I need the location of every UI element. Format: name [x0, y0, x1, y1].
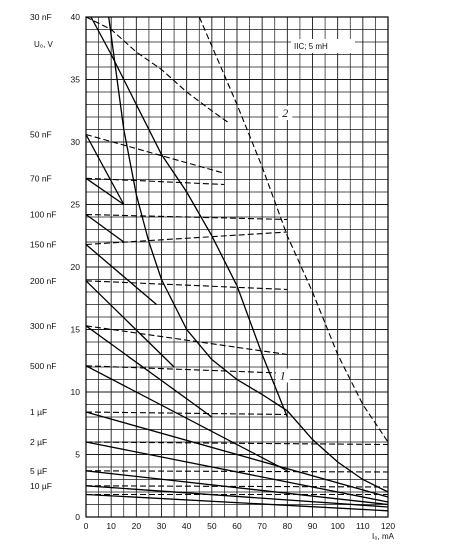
- y-tick-label: 30: [70, 137, 80, 147]
- x-tick-label: 120: [380, 521, 396, 531]
- capacitance-label: 5 µF: [30, 465, 48, 476]
- y-tick-label: 35: [70, 74, 80, 85]
- solid-series-line: [86, 135, 124, 205]
- annotation-text: IIC; 5 mH: [294, 42, 328, 51]
- x-tick-label: 90: [307, 521, 318, 531]
- capacitance-label: 50 nF: [30, 129, 52, 140]
- x-axis-title: I₀, mA: [372, 532, 394, 541]
- capacitance-label: 2 µF: [30, 437, 48, 447]
- x-tick-label: 80: [282, 521, 293, 531]
- y-tick-label: 25: [70, 199, 80, 210]
- x-tick-label: 0: [83, 521, 89, 531]
- y-axis-title: U₀, V: [34, 40, 53, 49]
- y-tick-label: 20: [70, 262, 80, 272]
- capacitance-label: 1 µF: [30, 407, 48, 417]
- solid-series-line: [86, 245, 157, 305]
- x-tick-label: 30: [156, 521, 167, 531]
- dashed-series-line: [86, 135, 224, 174]
- x-tick-label: 60: [232, 521, 242, 531]
- axis-labels: [30, 12, 395, 531]
- y-tick-label: 15: [70, 324, 80, 335]
- x-tick-label: 10: [106, 521, 116, 531]
- capacitance-label: 30 nF: [30, 12, 52, 22]
- curve-label: 2: [282, 106, 289, 120]
- capacitance-label: 200 nF: [30, 275, 57, 286]
- capacitance-label: 100 nF: [30, 209, 57, 220]
- solid-series-line: [86, 215, 124, 243]
- x-tick-label: 20: [131, 521, 142, 531]
- x-tick-label: 40: [181, 521, 192, 531]
- capacitance-label: 300 nF: [30, 320, 57, 331]
- y-tick-label: 40: [70, 12, 80, 22]
- dashed-series-line: [86, 17, 229, 123]
- x-tick-label: 70: [257, 521, 267, 531]
- y-tick-label: 10: [70, 387, 80, 397]
- x-tick-label: 50: [207, 521, 217, 531]
- capacitance-label: 10 µF: [30, 480, 52, 491]
- solid-series-line: [86, 178, 124, 204]
- capacitance-label: 500 nF: [30, 360, 57, 371]
- capacitance-label: 70 nF: [30, 173, 52, 184]
- y-tick-label: 0: [75, 512, 80, 522]
- capacitance-label: 150 nF: [30, 239, 57, 250]
- curve-label: 1: [279, 368, 286, 383]
- x-tick-label: 110: [356, 521, 370, 531]
- solid-series-line: [86, 281, 174, 367]
- y-tick-label: 5: [75, 449, 80, 460]
- x-tick-label: 100: [330, 521, 345, 531]
